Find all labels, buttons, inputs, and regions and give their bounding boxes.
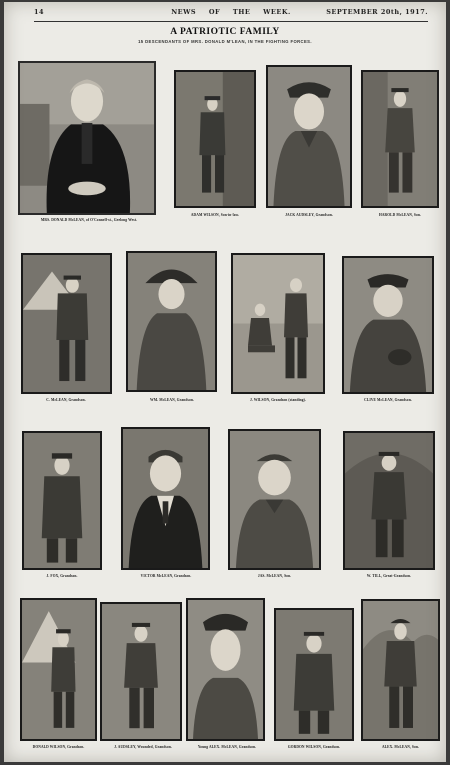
photo-j-audsley-wounded <box>100 602 182 741</box>
caption: JACK AUDSLEY, Grandson. <box>285 213 333 217</box>
caption: DONALD WILSON, Grandson. <box>32 745 85 749</box>
article-subtitle: 15 DESCENDANTS OF MRS. DONALD M'LEAN, IN THE FIGHTING FORCES. <box>138 39 312 44</box>
photo-young-alex-mclean <box>186 598 265 741</box>
caption: Young ALEX. McLEAN, Grandson. <box>197 745 257 749</box>
publication-name: NEWS OF THE WEEK. <box>171 8 291 16</box>
photo-c-mclean <box>21 253 112 394</box>
caption: JAS. McLEAN, Son. <box>257 574 292 578</box>
caption: J. AUDSLEY, Wounded, Grandson. <box>114 745 172 749</box>
photo-adam-wilson <box>174 70 256 208</box>
caption: WM. McLEAN, Grandson. <box>150 398 194 402</box>
photo-clive-mclean <box>342 256 434 394</box>
photo-donald-wilson <box>20 598 97 741</box>
header-rule <box>34 21 428 22</box>
photo-alex-mclean <box>361 599 440 741</box>
photo-gordon-wilson <box>274 608 354 741</box>
caption: CLIVE McLEAN, Grandson. <box>364 398 412 402</box>
photo-victor-mclean <box>121 427 210 570</box>
article-title: A PATRIOTIC FAMILY <box>170 27 280 37</box>
caption: VICTOR McLEAN, Grandson. <box>140 574 192 578</box>
newspaper-page <box>4 2 446 762</box>
caption: ADAM WILSON, Son-in-law. <box>190 213 240 217</box>
photo-j-wilson <box>231 253 325 394</box>
page-number: 14 <box>34 8 45 16</box>
caption: W. TILL, Great-Grandson. <box>366 574 412 578</box>
photo-w-till <box>343 431 435 570</box>
photo-j-fox <box>22 431 102 570</box>
caption: GORDON WILSON, Grandson. <box>287 745 341 749</box>
caption: C. McLEAN, Grandson. <box>46 398 86 402</box>
caption: J. FOX, Grandson. <box>46 574 78 578</box>
caption: ALEX. McLEAN, Son. <box>381 745 420 749</box>
photo-jack-audsley <box>266 65 352 208</box>
caption: HAROLD McLEAN, Son. <box>378 213 422 217</box>
photo-wm-mclean <box>126 251 217 392</box>
caption: MRS. DONALD McLEAN, of O'Connell-st., Geelong West. <box>40 218 138 222</box>
photo-harold-mclean <box>361 70 439 208</box>
photo-jas-mclean <box>228 429 321 570</box>
running-head <box>34 8 428 20</box>
caption: J. WILSON, Grandson (standing). <box>250 398 306 402</box>
issue-date: SEPTEMBER 20th, 1917. <box>326 8 428 16</box>
photo-mrs-donald-mclean <box>18 61 156 215</box>
